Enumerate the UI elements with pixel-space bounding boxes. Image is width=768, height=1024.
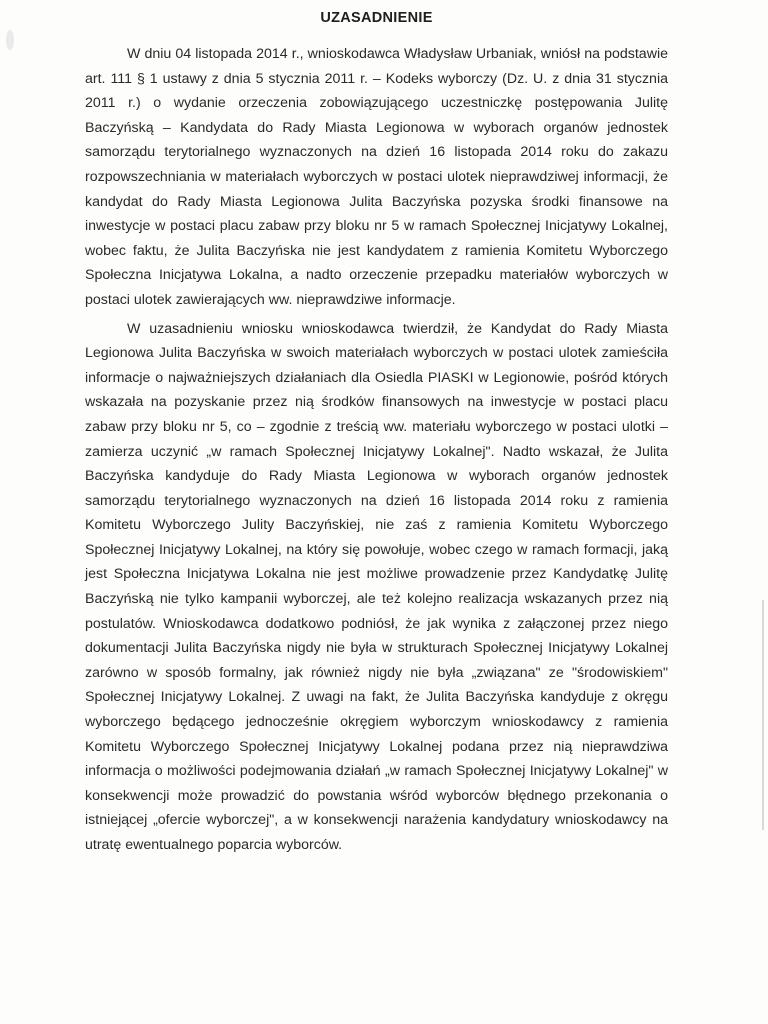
scan-smudge bbox=[6, 30, 14, 50]
paragraph-motion: W dniu 04 listopada 2014 r., wnioskodawca Władysław Urbaniak, wniósł na podstawie art. 111 § 1 ustawy z dnia 5 stycznia 2011 r. – Kodeks wyborczy (Dz. U. z dnia 31 stycznia 2011 r.) o wydanie orzeczenia zobowiązującego uczestniczkę postępowania Julitę Baczyńską – Kandydata do Rady Miasta Legionowa w wyborach organów jednostek samorządu terytorialnego wyznaczonych na dzień 16 listopada 2014 roku do zakazu rozpowszechniania w materiałach wyborczych w postaci ulotek nieprawdziwej informacji, że kandydat do Rady Miasta Legionowa Julita Baczyńska pozyska środki finansowe na inwestycje w postaci placu zabaw przy bloku nr 5 w ramach Społecznej Inicjatywy Lokalnej, wobec faktu, że Julita Baczyńska nie jest kandydatem z ramienia Komitetu Wyborczego Społeczna Inicjatywa Lokalna, a nadto orzeczenie przepadku materiałów wyborczych w postaci ulotek zawierających ww. nieprawdziwe informacje. bbox=[85, 46, 668, 308]
document-title: UZASADNIENIE bbox=[320, 10, 433, 26]
scan-edge-line bbox=[762, 600, 764, 830]
paragraph-justification: W uzasadnieniu wniosku wnioskodawca twierdził, że Kandydat do Rady Miasta Legionowa Julita Baczyńska w swoich materiałach wyborczych w postaci ulotek zamieściła informacje o najważniejszych działaniach dla Osiedla PIASKI w Legionowie, pośród których wskazała na pozyskanie przez nią środków finansowych na inwestycje w postaci placu zabaw przy bloku nr 5, co – zgodnie z treścią ww. materiału wyborczego w postaci ulotki – zamierza uczynić „w ramach Społecznej Inicjatywy Lokalnej". Nadto wskazał, że Julita Baczyńska kandyduje do Rady Miasta Legionowa w wyborach organów jednostek samorządu terytorialnego wyznaczonych na dzień 16 listopada 2014 roku z ramienia Komitetu Wyborczego Julity Baczyńskiej, nie zaś z ramienia Komitetu Wyborczego Społecznej Inicjatywy Lokalnej, na który się powołuje, wobec czego w ramach formacji, jaką jest Społeczna Inicjatywa Lokalna nie jest możliwe prowadzenie przez Kandydatkę Julitę Baczyńską nie tylko kampanii wyborczej, ale też kolejno realizacja wskazanych przez nią postulatów. Wnioskodawca dodatkowo podniósł, że jak wynika z załączonej przez niego dokumentacji Julita Baczyńska nigdy nie była w strukturach Społecznej Inicjatywy Lokalnej zarówno w sposób formalny, jak również nigdy nie była „związana" ze "środowiskiem" Społecznej Inicjatywy Lokalnej. Z uwagi na fakt, że Julita Baczyńska kandyduje z okręgu wyborczego będącego jednocześnie okręgiem wyborczym wnioskodawcy z ramienia Komitetu Wyborczego Społecznej Inicjatywy Lokalnej podana przez nią nieprawdziwa informacja o możliwości podejmowania działań „w ramach Społecznej Inicjatywy Lokalnej" w konsekwencji może prowadzić do powstania wśród wyborców błędnego przekonania o istniejącej „ofercie wyborczej", a w konsekwencji narażenia kandydatury wnioskodawcy na utratę ewentualnego poparcia wyborców. bbox=[85, 320, 668, 853]
